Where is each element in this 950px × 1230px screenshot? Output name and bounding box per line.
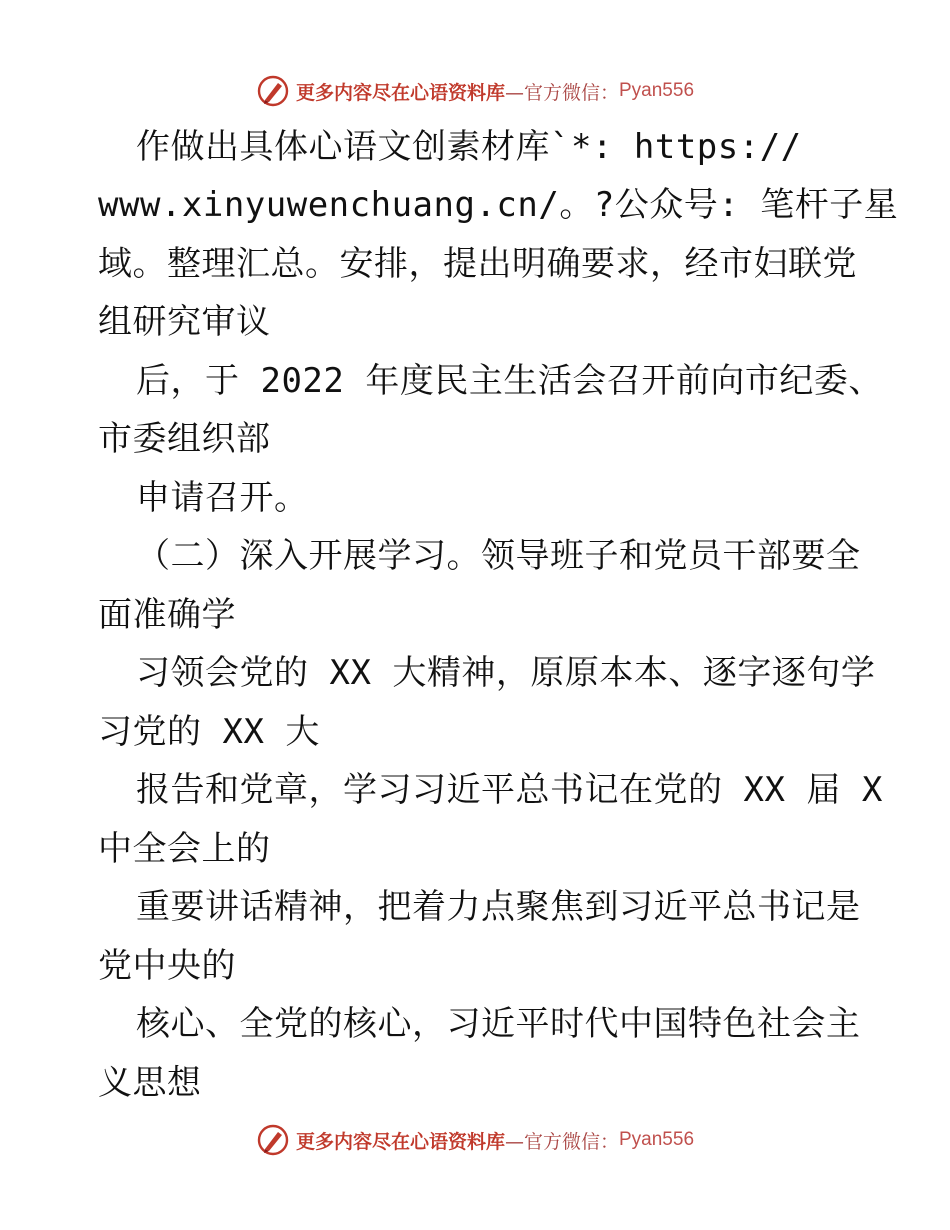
body-line: 域。整理汇总。安排，提出明确要求，经市妇联党	[98, 244, 857, 284]
body-line: 申请召开。	[136, 478, 309, 518]
body-line: 组研究审议	[98, 302, 271, 342]
body-line: 面准确学	[98, 595, 236, 635]
footer-brand-text: 更多内容尽在心语资料库	[295, 1130, 505, 1153]
body-line: 习领会党的 XX 大精神，原原本本、逐字逐句学	[136, 653, 876, 693]
body-line: 习党的 XX 大	[98, 712, 320, 752]
body-line: 义思想	[98, 1063, 202, 1103]
body-line: 后，于 2022 年度民主生活会召开前向市纪委、	[136, 361, 883, 401]
body-line: 作做出具体心语文创素材库`*: https://	[136, 127, 802, 167]
body-line: 中全会上的	[98, 829, 271, 869]
body-line: 市委组织部	[98, 419, 271, 459]
footer-wechat-id: Pyan556	[619, 1129, 695, 1150]
header-wechat-label: —官方微信：	[504, 81, 619, 104]
header-wechat-id: Pyan556	[619, 80, 695, 101]
body-line: www.xinyuwenchuang.cn/。?公众号: 笔杆子星	[98, 185, 899, 225]
footer-wechat-label: —官方微信：	[504, 1130, 619, 1153]
body-line: 重要讲话精神，把着力点聚焦到习近平总书记是	[136, 887, 861, 927]
pen-logo-icon	[256, 1123, 290, 1157]
body-line: 核心、全党的核心，习近平时代中国特色社会主	[136, 1004, 861, 1044]
footer-banner	[0, 1120, 950, 1160]
pen-logo-icon	[256, 74, 290, 108]
header-brand-text: 更多内容尽在心语资料库	[295, 81, 505, 104]
body-line: 党中央的	[98, 946, 236, 986]
body-line: 报告和党章，学习习近平总书记在党的 XX 届 X	[136, 770, 883, 810]
header-banner	[0, 71, 950, 111]
body-line: （二）深入开展学习。领导班子和党员干部要全	[136, 536, 861, 576]
